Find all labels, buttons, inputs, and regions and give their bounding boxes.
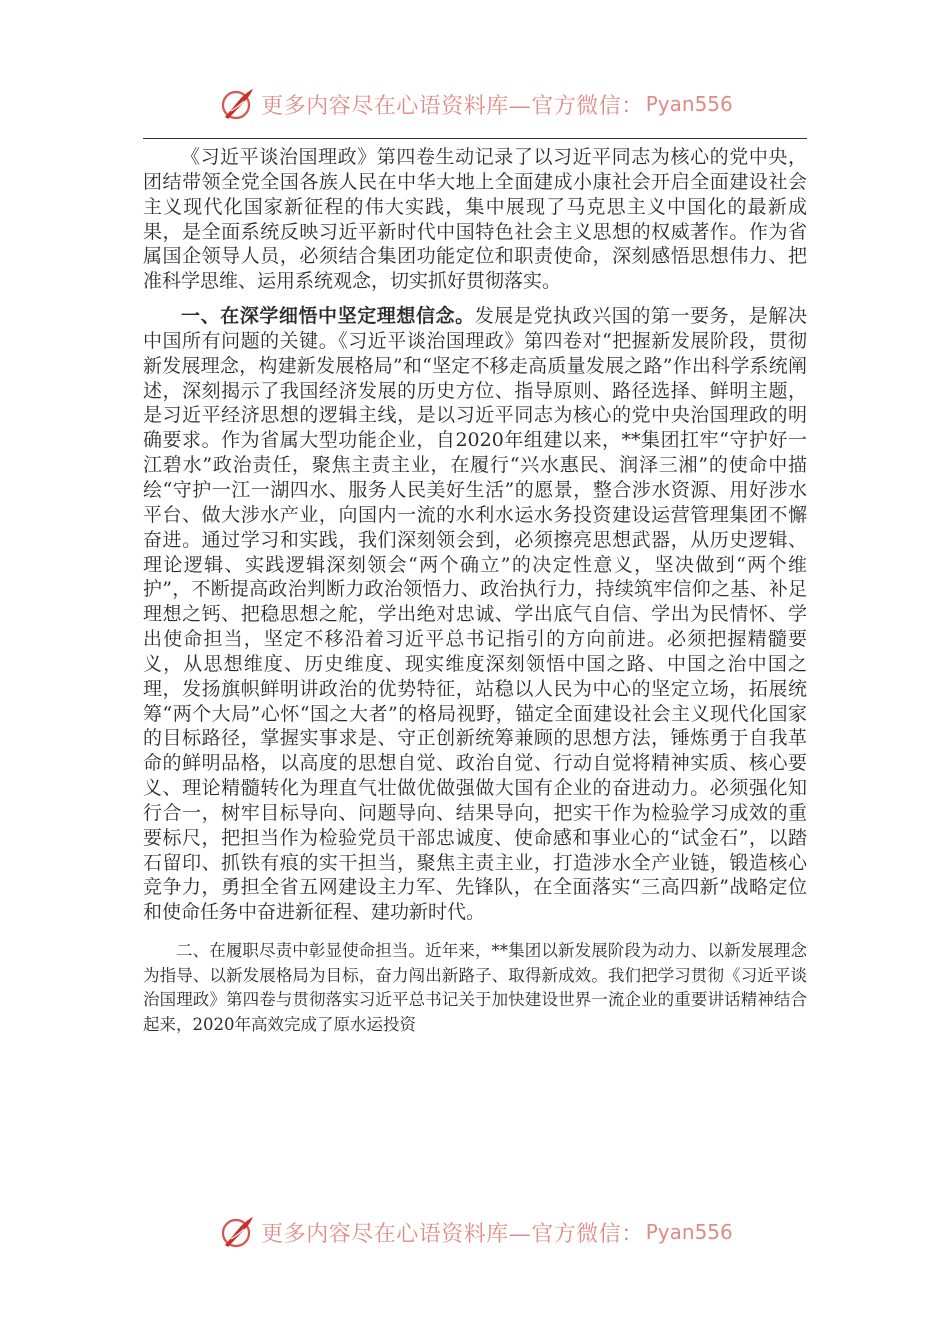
banner-wechat-id: Pyan556 xyxy=(645,1220,733,1244)
header-banner xyxy=(0,84,950,124)
section-heading: 一、在深学细悟中坚定理想信念。 xyxy=(181,305,475,328)
banner-text: 更多内容尽在心语资料库—官方微信： xyxy=(261,93,644,119)
paragraph-text: 《习近平谈治国理政》第四卷生动记录了以习近平同志为核心的党中央，团结带领全党全国各族人民在中华大地上全面建成小康社会开启全面建设社会主义现代化国家新征程的伟大实践，集中展现了马克思主义中国化的最新成果，是全面系统反映习近平新时代中国特色社会主义思想的权威著作。作为省属国企领导人员，必须结合集团功能定位和职责使命，深刻感悟思想伟力、把准科学思维、运用系统观念，切实抓好贯彻落实。 xyxy=(143,146,807,293)
quill-logo-icon xyxy=(217,1212,257,1252)
article-body xyxy=(143,145,807,1205)
paragraph-section-two xyxy=(143,939,807,1037)
quill-logo-icon xyxy=(217,84,257,124)
paragraph-section-one xyxy=(143,304,807,925)
header-rule xyxy=(143,138,807,139)
banner-text: 更多内容尽在心语资料库—官方微信： xyxy=(261,1221,644,1247)
paragraph-intro xyxy=(143,145,807,294)
footer-banner xyxy=(0,1212,950,1252)
paragraph-text: 二、在履职尽责中彰显使命担当。近年来，**集团以新发展阶段为动力、以新发展理念为指导、以新发展格局为目标，奋力闯出新路子、取得新成效。我们把学习贯彻《习近平谈治国理政》第四卷与贯彻落实习近平总书记关于加快建设世界一流企业的重要讲话精神结合起来，2020年高效完成了原水运投资 xyxy=(143,941,807,1034)
banner-wechat-id: Pyan556 xyxy=(645,92,733,116)
paragraph-text: 发展是党执政兴国的第一要务，是解决中国所有问题的关键。《习近平谈治国理政》第四卷对“把握新发展阶段，贯彻新发展理念，构建新发展格局”和“坚定不移走高质量发展之路”作出科学系统阐述，深刻揭示了我国经济发展的历史方位、指导原则、路径选择、鲜明主题，是习近平经济思想的逻辑主线，是以习近平同志为核心的党中央治国理政的明确要求。作为省属大型功能企业，自2020年组建以来，**集团扛牢“守护好一江碧水”政治责任，聚焦主责主业，在履行“兴水惠民、润泽三湘”的使命中描绘“守护一江一湖四水、服务人民美好生活”的愿景，整合涉水资源、用好涉水平台、做大涉水产业，向国内一流的水利水运水务投资建设运营管理集团不懈奋进。通过学习和实践，我们深刻领会到，必须擦亮思想武器，从历史逻辑、理论逻辑、实践逻辑深刻领会“两个确立”的决定性意义，坚决做到“两个维护”，不断提高政治判断力政治领悟力、政治执行力，持续筑牢信仰之基、补足理想之钙、把稳思想之舵，学出绝对忠诚、学出底气自信、学出为民情怀、学出使命担当，坚定不移沿着习近平总书记指引的方向前进。必须把握精髓要义，从思想维度、历史维度、现实维度深刻领悟中国之路、中国之治中国之理，发扬旗帜鲜明讲政治的优势特征，站稳以人民为中心的坚定立场，拓展统筹“两个大局”心怀“国之大者”的格局视野，锚定全面建设社会主义现代化国家的目标路径，掌握实事求是、守正创新统筹兼顾的思想方法，锤炼勇于自我革命的鲜明品格，以高度的思想自觉、政治自觉、行动自觉将精神实质、核心要义、理论精髓转化为理直气壮做优做强做大国有企业的奋进动力。必须强化知行合一，树牢目标导向、问题导向、结果导向，把实干作为检验学习成效的重要标尺，把担当作为检验党员干部忠诚度、使命感和事业心的“试金石”，以踏石留印、抓铁有痕的实干担当，聚焦主责主业，打造涉水全产业链，锻造核心竞争力，勇担全省五网建设主力军、先锋队，在全面落实“三高四新”战略定位和使命任务中奋进新征程、建功新时代。 xyxy=(143,305,807,924)
